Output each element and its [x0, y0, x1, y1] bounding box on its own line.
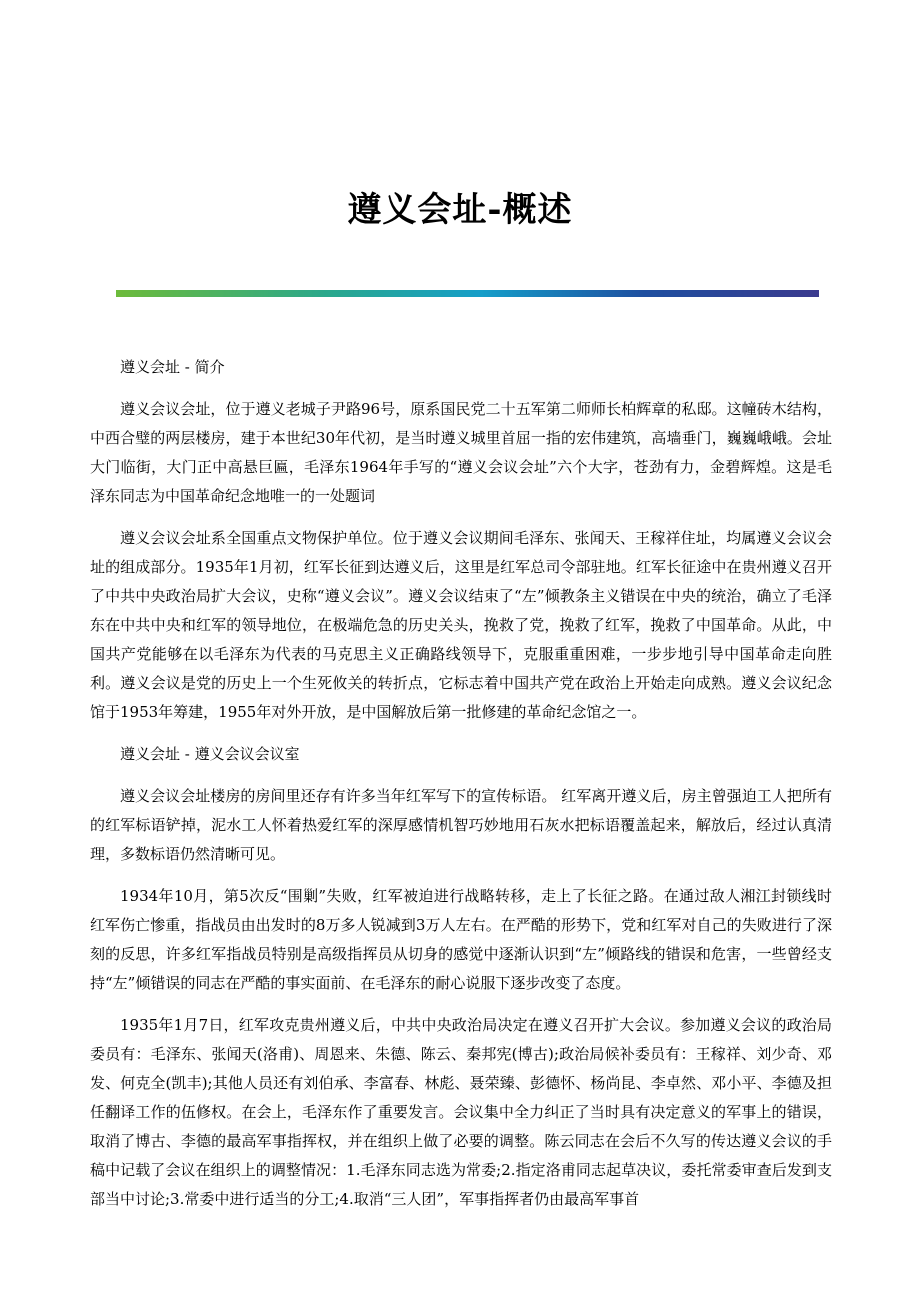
paragraph: 1935年1月7日，红军攻克贵州遵义后，中共中央政治局决定在遵义召开扩大会议。参加遵义会议的政治局委员有：毛泽东、张闻天(洛甫)、周恩来、朱德、陈云、秦邦宪(博古);政治局候补委员有：王稼祥、刘少奇、邓发、何克全(凯丰);其他人员还有刘伯承、李富春、林彪、聂荣臻、彭德怀、杨尚昆、李卓然、邓小平、李德及担任翻译工作的伍修权。在会上，毛泽东作了重要发言。会议集中全力纠正了当时具有决定意义的军事上的错误，取消了博古、李德的最高军事指挥权，并在组织上做了必要的调整。陈云同志在会后不久写的传达遵义会议的手稿中记载了会议在组织上的调整情况：1.毛泽东同志选为常委;2.指定洛甫同志起草决议，委托常委审查后发到支部当中讨论;3.常委中进行适当的分工;4.取消“三人团”，军事指挥者仍由最高军事首 — [90, 1016, 832, 1208]
gradient-divider — [116, 290, 819, 297]
paragraph: 遵义会议会址，位于遵义老城子尹路96号，原系国民党二十五军第二师师长柏辉章的私邸。这幢砖木结构，中西合璧的两层楼房，建于本世纪30年代初，是当时遵义城里首屈一指的宏伟建筑，高墙垂门，巍巍峨峨。会址大门临街，大门正中高悬巨匾，毛泽东1964年手写的“遵义会议会址”六个大字，苍劲有力，金碧辉煌。这是毛泽东同志为中国革命纪念地唯一的一处题词 — [90, 400, 832, 505]
article-body — [90, 353, 832, 1227]
paragraph: 遵义会议会址系全国重点文物保护单位。位于遵义会议期间毛泽东、张闻天、王稼祥住址，均属遵义会议会址的组成部分。1935年1月初，红军长征到达遵义后，这里是红军总司令部驻地。红军长征途中在贵州遵义召开了中共中央政治局扩大会议，史称“遵义会议”。遵义会议结束了“左”倾教条主义错误在中央的统治，确立了毛泽东在中共中央和红军的领导地位，在极端危急的历史关头，挽救了党，挽救了红军，挽救了中国革命。从此，中国共产党能够在以毛泽东为代表的马克思主义正确路线领导下，克服重重困难，一步步地引导中国革命走向胜利。遵义会议是党的历史上一个生死攸关的转折点，它标志着中国共产党在政治上开始走向成熟。遵义会议纪念馆于1953年筹建，1955年对外开放，是中国解放后第一批修建的革命纪念馆之一。 — [90, 529, 832, 721]
paragraph: 1934年10月，第5次反“围剿”失败，红军被迫进行战略转移，走上了长征之路。在通过敌人湘江封锁线时红军伤亡惨重，指战员由出发时的8万多人锐减到3万人左右。在严酷的形势下，党和红军对自己的失败进行了深刻的反思，许多红军指战员特别是高级指挥员从切身的感觉中逐渐认识到“左”倾路线的错误和危害，一些曾经支持“左”倾错误的同志在严酷的事实面前、在毛泽东的耐心说服下逐步改变了态度。 — [90, 887, 832, 992]
paragraph: 遵义会议会址楼房的房间里还存有许多当年红军写下的宣传标语。 红军离开遵义后，房主曾强迫工人把所有的红军标语铲掉，泥水工人怀着热爱红军的深厚感情机智巧妙地用石灰水把标语覆盖起来，解放后，经过认真清理，多数标语仍然清晰可见。 — [90, 787, 832, 863]
section-heading-meeting-room: 遵义会址 - 遵义会议会议室 — [120, 745, 300, 763]
page-title: 遵义会址-概述 — [347, 190, 573, 230]
section-heading-intro: 遵义会址 - 简介 — [120, 358, 225, 376]
